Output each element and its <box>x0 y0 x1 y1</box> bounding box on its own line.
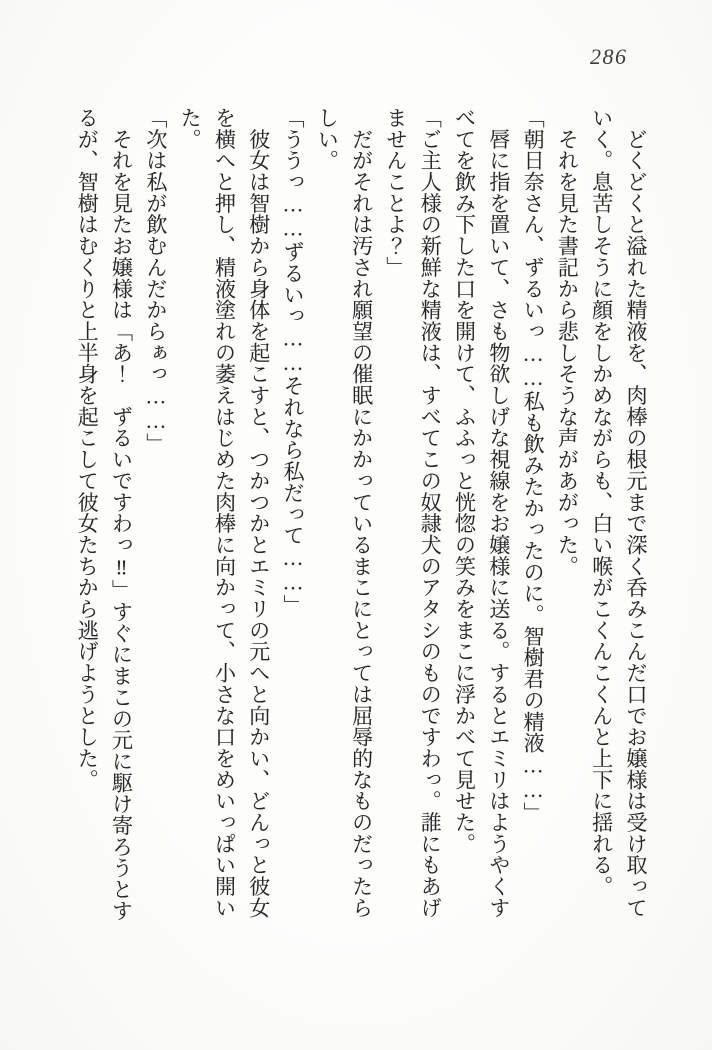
text-line: 「次は私が飲むんだからぁっ……」 <box>143 107 168 455</box>
page-number: 286 <box>590 44 628 69</box>
text-line: ませんことよ？」 <box>383 107 408 278</box>
text-line: 「ううっ……ずるいっ……それなら私だって……」 <box>281 107 306 617</box>
text-line: た。 <box>178 107 203 150</box>
text-line: るが、智樹はむくりと上半身を起こして彼女たちから逃げようとした。 <box>75 107 100 791</box>
text-line: どくどくと溢れた精液を、肉棒の根元まで深く呑みこんだ口でお嬢様は受け取って <box>624 107 648 919</box>
text-line: しい。 <box>315 107 340 172</box>
text-line: だがそれは汚され願望の催眠にかかっているまこにとっては屈辱的なものだったら <box>349 107 374 919</box>
text-line: 「朝日奈さん、ずるいっ……私も飲みたかったのに。智樹君の精液……」 <box>521 107 546 824</box>
text-line: を横へと押し、精液塗れの萎えはじめた肉棒に向かって、小さな口をめいっぱい開い <box>212 107 237 919</box>
text-line: 彼女は智樹から身体を起こすと、つかつかとエミリの元へと向かい、どんっと彼女 <box>246 107 271 919</box>
text-line: 「ご主人様の新鮮な精液は、すべてこの奴隷犬のアタシのものですわっ。誰にもあげ <box>418 107 443 919</box>
text-line: それを見たお嬢様は「あ！ ずるいですわっ‼」すぐにまこの元に駆け寄ろうとす <box>109 107 134 922</box>
text-line: 唇に指を置いて、さも物欲しげな視線をお嬢様に送る。するとエミリはようやくす <box>486 107 511 919</box>
text-line: それを見た書記から悲しそうな声があがった。 <box>555 107 580 577</box>
text-line: いく。息苦しそうに顔をしかめながらも、白い喉がこくんこくんと上下に揺れる。 <box>589 107 614 897</box>
vertical-text-block <box>70 107 653 923</box>
text-line: べてを飲み下した口を開けて、ふふっと恍惚の笑みをまこに浮かべて見せた。 <box>452 107 477 855</box>
